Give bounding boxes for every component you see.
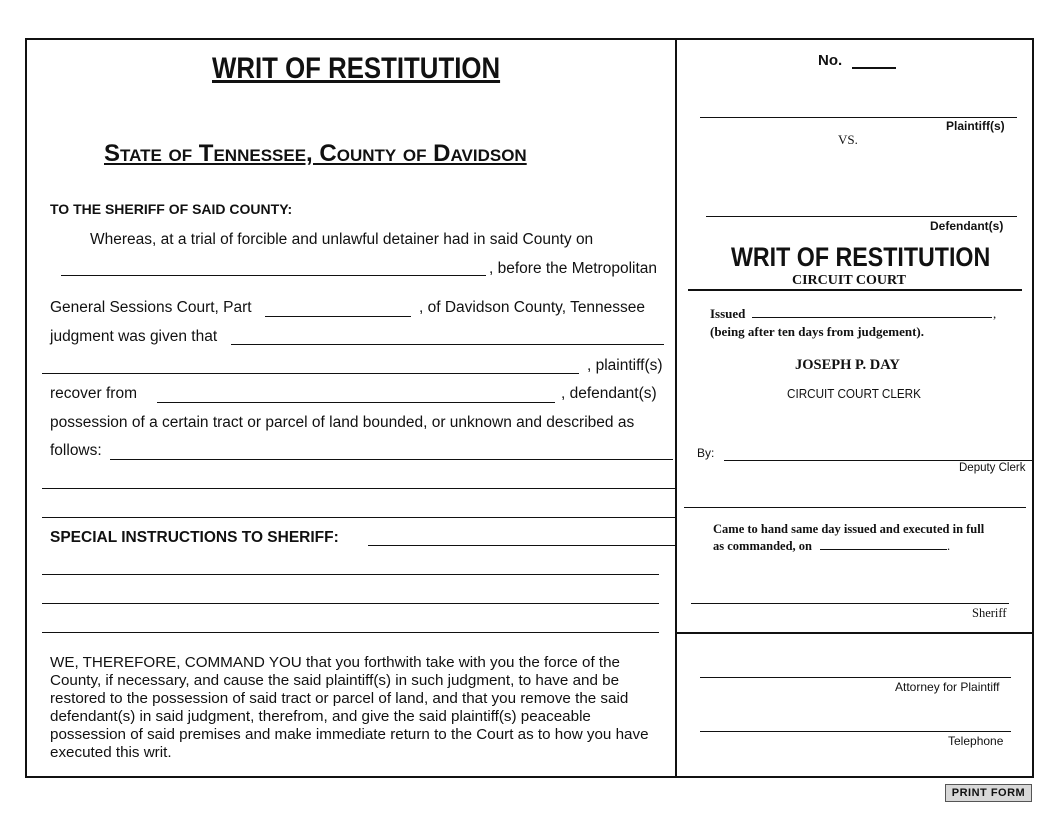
column-divider <box>675 38 677 778</box>
print-form-button[interactable]: PRINT FORM <box>945 784 1032 802</box>
court-part-field[interactable] <box>265 316 411 317</box>
land-description-field-2[interactable] <box>42 488 675 489</box>
special-instructions-field-1[interactable] <box>368 545 675 546</box>
special-instructions-heading: SPECIAL INSTRUCTIONS TO SHERIFF: <box>50 529 339 546</box>
plaintiff-name-field[interactable] <box>42 373 579 374</box>
attorney-section-divider <box>677 632 1034 634</box>
land-description-field-1[interactable] <box>110 459 673 460</box>
circuit-court-subtitle: CIRCUIT COURT <box>792 273 906 288</box>
special-instructions-field-3[interactable] <box>42 603 659 604</box>
by-label: By: <box>697 446 715 460</box>
land-description-field-3[interactable] <box>42 517 675 518</box>
came-period: . <box>947 539 951 553</box>
clerk-title: CIRCUIT COURT CLERK <box>787 386 921 401</box>
title-divider <box>688 289 1022 291</box>
plaintiff-label: Plaintiff(s) <box>946 119 1005 133</box>
before-metropolitan-text: , before the Metropolitan <box>489 260 658 277</box>
case-number-field[interactable] <box>852 67 896 69</box>
form-title: WRIT OF RESTITUTION <box>212 52 501 85</box>
judgment-field[interactable] <box>231 344 664 345</box>
whereas-text: Whereas, at a trial of forcible and unlawful detainer had in said County on <box>90 231 594 248</box>
special-instructions-field-2[interactable] <box>42 574 659 575</box>
sheriff-signature-field[interactable] <box>691 603 1009 604</box>
judgment-given-text: judgment was given that <box>50 328 218 345</box>
vs-text: VS. <box>838 132 858 147</box>
deputy-clerk-label: Deputy Clerk <box>959 462 1026 474</box>
defendant-field[interactable] <box>706 216 1017 217</box>
case-number-label: No. <box>818 52 843 69</box>
defendants-text: , defendant(s) <box>561 385 657 402</box>
clerk-name: JOSEPH P. DAY <box>795 357 900 373</box>
plaintiffs-text: , plaintiff(s) <box>587 357 663 374</box>
came-to-hand-line-1: Came to hand same day issued and executed in full <box>713 522 985 536</box>
defendant-name-field[interactable] <box>157 402 555 403</box>
sheriff-label: Sheriff <box>972 606 1007 620</box>
telephone-field[interactable] <box>700 731 1011 732</box>
general-sessions-text: General Sessions Court, Part <box>50 299 252 316</box>
came-to-hand-line-2: as commanded, on <box>713 539 812 553</box>
attorney-field[interactable] <box>700 677 1011 678</box>
attorney-label: Attorney for Plaintiff <box>895 680 1000 694</box>
deputy-clerk-signature-field[interactable] <box>724 460 1034 461</box>
defendant-label: Defendant(s) <box>930 219 1004 233</box>
side-title: WRIT OF RESTITUTION <box>731 242 991 272</box>
follows-text: follows: <box>50 442 102 459</box>
executed-date-field[interactable] <box>820 549 947 550</box>
recover-from-text: recover from <box>50 385 137 402</box>
trial-date-field[interactable] <box>61 275 486 276</box>
state-county-heading: State of Tennessee, County of Davidson <box>104 140 527 167</box>
issued-date-field[interactable] <box>752 317 992 318</box>
to-sheriff-heading: TO THE SHERIFF OF SAID COUNTY: <box>50 201 293 217</box>
special-instructions-field-4[interactable] <box>42 632 659 633</box>
issued-comma: , <box>993 306 997 321</box>
plaintiff-field[interactable] <box>700 117 1017 118</box>
davidson-county-text: , of Davidson County, Tennessee <box>419 299 646 316</box>
issued-label: Issued <box>710 306 746 321</box>
telephone-label: Telephone <box>948 734 1004 748</box>
possession-text: possession of a certain tract or parcel of land bounded, or unknown and described as <box>50 414 635 431</box>
issued-note: (being after ten days from judgement). <box>710 324 924 339</box>
command-paragraph: WE, THEREFORE, COMMAND YOU that you forthwith take with you the force of the County, if necessary, and cause the said plaintiff(s) in such judgment, to have and be restored to the possession of said tract or parcel of land, and that you remove the said defendant(s) in said judgment, therefrom, and give the said plaintiff(s) peaceable possession of said premises and make immediate return to the Court as to how you have executed this writ. <box>50 654 649 761</box>
section-divider <box>684 507 1026 508</box>
